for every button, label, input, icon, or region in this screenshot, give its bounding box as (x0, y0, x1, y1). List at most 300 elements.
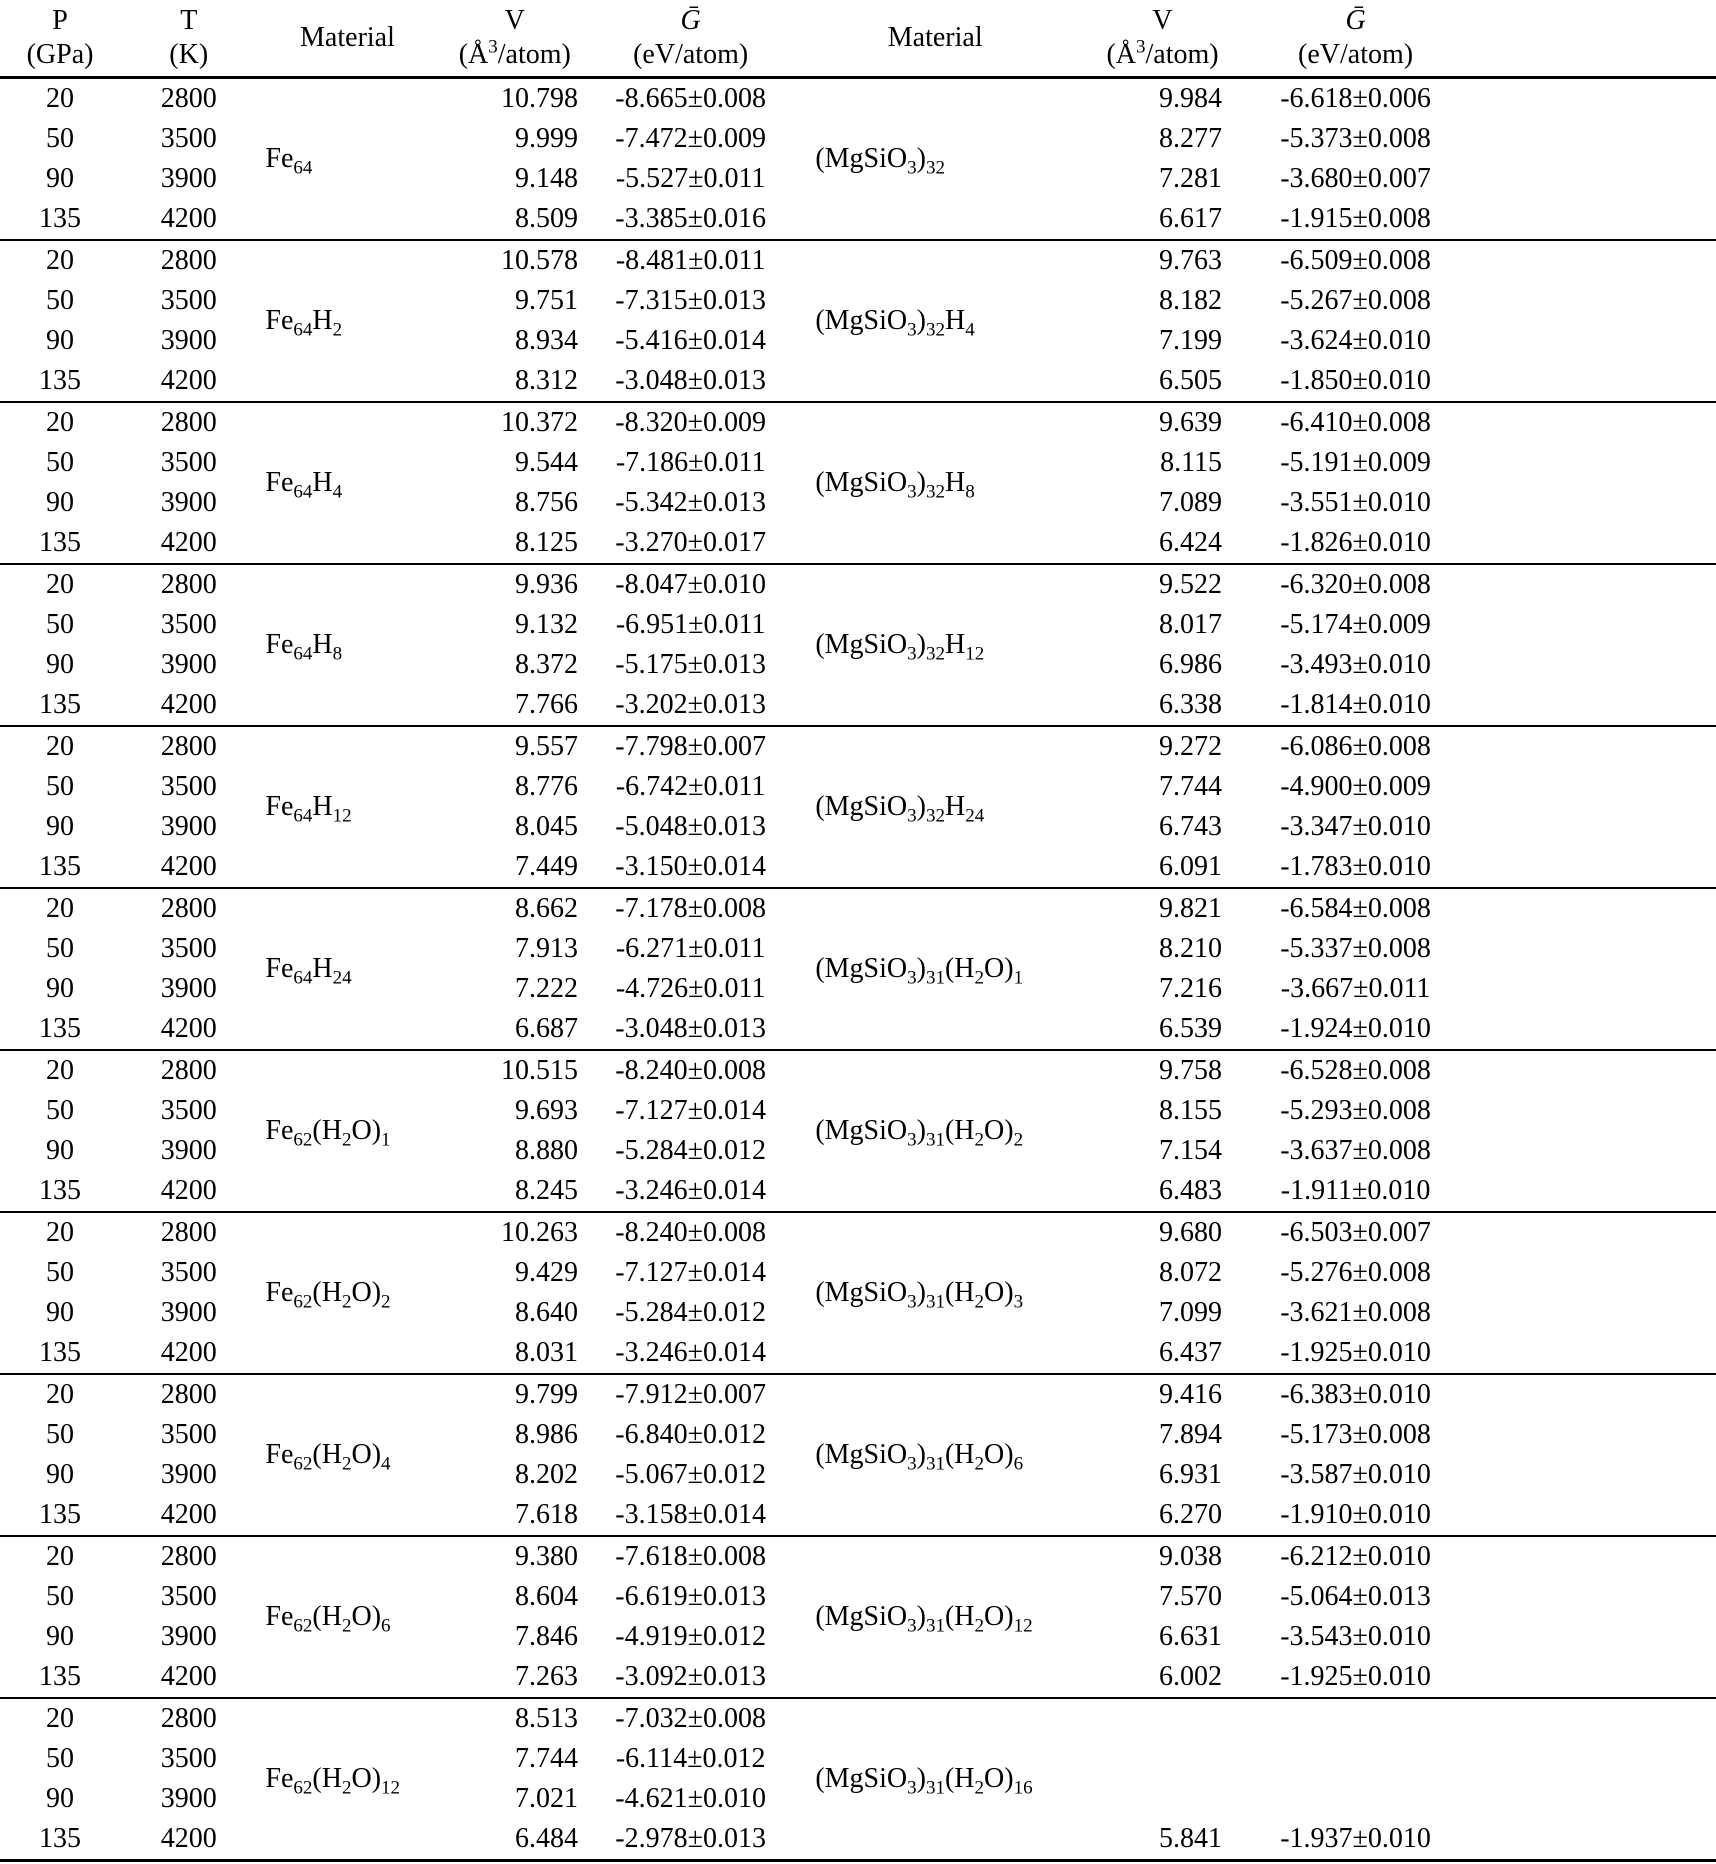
gibbs-left-value: -3.092±0.013 (615, 1661, 766, 1692)
material-left-label: $Fe_{64}H_8$ (265, 629, 343, 665)
temperature-value: 4200 (160, 1337, 217, 1368)
temperature-value: 2800 (160, 1703, 217, 1734)
material-right-label: $(MgSiO_3)_{31}(H_2O)_3$ (815, 1277, 1024, 1313)
gibbs-left-value: -5.527±0.011 (615, 163, 766, 194)
temperature-value: 4200 (160, 1661, 217, 1692)
header-pressure (0, 0, 120, 78)
volume-left-value: 9.799 (514, 1379, 578, 1410)
pressure-value: 135 (39, 527, 82, 558)
spacer-cell (1467, 1577, 1716, 1617)
gibbs-left-value: -3.048±0.013 (615, 365, 766, 396)
volume-left-value: 8.776 (514, 771, 578, 802)
header-line: (GPa) (26, 39, 94, 70)
temperature-value: 3500 (160, 609, 217, 640)
gibbs-right-value: -5.174±0.009 (1280, 609, 1431, 640)
temperature-value: 3500 (160, 1095, 217, 1126)
volume-right-value: 6.539 (1159, 1013, 1223, 1044)
spacer-cell (1467, 1819, 1716, 1861)
spacer-cell (1467, 685, 1716, 726)
header-line: Ḡ (1345, 5, 1366, 36)
gibbs-left-value: -6.742±0.011 (615, 771, 766, 802)
table-row (0, 1212, 1716, 1253)
volume-left-value: 8.986 (514, 1419, 578, 1450)
header-gibbs-right (1244, 0, 1467, 78)
pressure-value: 20 (46, 1217, 75, 1248)
material-right-label: $(MgSiO_3)_{31}(H_2O)_1$ (815, 953, 1024, 989)
table-row (0, 726, 1716, 767)
volume-left-value: 8.604 (514, 1581, 578, 1612)
gibbs-left-value: -8.047±0.010 (615, 569, 766, 600)
volume-left-value: 7.449 (514, 851, 578, 882)
volume-right-value: 6.483 (1159, 1175, 1223, 1206)
temperature-value: 2800 (160, 569, 217, 600)
table-header (0, 0, 1716, 78)
pressure-value: 135 (39, 365, 82, 396)
gibbs-right-value: -3.551±0.010 (1280, 487, 1431, 518)
temperature-value: 3900 (160, 811, 217, 842)
gibbs-right-value: -1.910±0.010 (1280, 1499, 1431, 1530)
gibbs-right-value: -6.503±0.007 (1280, 1217, 1431, 1248)
material-left-label: $Fe_{64}H_{12}$ (265, 791, 352, 827)
gibbs-left-value: -3.246±0.014 (615, 1175, 766, 1206)
gibbs-right-value: -3.587±0.010 (1280, 1459, 1431, 1490)
gibbs-left-value: -3.048±0.013 (615, 1013, 766, 1044)
pressure-value: 90 (46, 649, 75, 680)
spacer-cell (1467, 1131, 1716, 1171)
material-left-label: $Fe_{64}$ (265, 143, 313, 179)
spacer-cell (1467, 1495, 1716, 1536)
gibbs-right-value: -1.911±0.010 (1280, 1175, 1431, 1206)
gibbs-left-value: -3.385±0.016 (615, 203, 766, 234)
temperature-value: 2800 (160, 407, 217, 438)
volume-left-value: 9.132 (514, 609, 578, 640)
header-line: P (52, 5, 68, 36)
volume-right-value: 9.821 (1159, 893, 1223, 924)
temperature-value: 3500 (160, 1419, 217, 1450)
spacer-cell (1467, 929, 1716, 969)
spacer-cell (1467, 1455, 1716, 1495)
volume-right-value: 9.763 (1159, 245, 1223, 276)
gibbs-left-value: -5.342±0.013 (615, 487, 766, 518)
volume-left-value: 8.202 (514, 1459, 578, 1490)
temperature-value: 2800 (160, 245, 217, 276)
pressure-value: 135 (39, 203, 82, 234)
temperature-value: 2800 (160, 83, 217, 114)
table-body (0, 78, 1716, 1861)
gibbs-right-value: -1.924±0.010 (1280, 1013, 1431, 1044)
volume-right-value: 7.281 (1159, 163, 1223, 194)
spacer-cell (1467, 119, 1716, 159)
gibbs-right-value: -3.621±0.008 (1280, 1297, 1431, 1328)
gibbs-left-value: -5.416±0.014 (615, 325, 766, 356)
volume-left-value: 9.380 (514, 1541, 578, 1572)
gibbs-right-value: -6.509±0.008 (1280, 245, 1431, 276)
volume-right-value: 7.216 (1159, 973, 1223, 1004)
header-line: Material (300, 22, 395, 53)
gibbs-right-value: -4.900±0.009 (1280, 771, 1431, 802)
pressure-value: 90 (46, 325, 75, 356)
volume-right-value: 7.154 (1159, 1135, 1223, 1166)
pressure-value: 135 (39, 1661, 82, 1692)
volume-left-value: 7.618 (514, 1499, 578, 1530)
gibbs-right-value: -5.173±0.008 (1280, 1419, 1431, 1450)
gibbs-right-value: -3.667±0.011 (1280, 973, 1431, 1004)
material-left-label: $Fe_{62}(H_2O)_6$ (265, 1601, 391, 1637)
gibbs-left-value: -7.127±0.014 (615, 1257, 766, 1288)
volume-right-value: 9.680 (1159, 1217, 1223, 1248)
spacer-cell (1467, 1333, 1716, 1374)
pressure-value: 20 (46, 1379, 75, 1410)
material-left-label: $Fe_{64}H_4$ (265, 467, 343, 503)
spacer-cell (1467, 564, 1716, 605)
gibbs-left-value: -8.320±0.009 (615, 407, 766, 438)
pressure-value: 90 (46, 973, 75, 1004)
volume-right-value: 6.002 (1159, 1661, 1223, 1692)
volume-right-value: 8.072 (1159, 1257, 1223, 1288)
gibbs-right-value: -3.347±0.010 (1280, 811, 1431, 842)
header-line: Ḡ (680, 5, 701, 36)
gibbs-right-value: -1.850±0.010 (1280, 365, 1431, 396)
pressure-value: 135 (39, 851, 82, 882)
material-left-label: $Fe_{62}(H_2O)_1$ (265, 1115, 391, 1151)
gibbs-right-value: -1.826±0.010 (1280, 527, 1431, 558)
temperature-value: 4200 (160, 203, 217, 234)
volume-right-value: 6.931 (1159, 1459, 1223, 1490)
gibbs-right-value: -3.624±0.010 (1280, 325, 1431, 356)
pressure-value: 50 (46, 447, 75, 478)
volume-left-value: 9.544 (514, 447, 578, 478)
volume-right-value: 9.522 (1159, 569, 1223, 600)
header-volume-right (1081, 0, 1244, 78)
gibbs-right-value: -6.410±0.008 (1280, 407, 1431, 438)
volume-right-value: 6.505 (1159, 365, 1223, 396)
volume-right-value: 6.631 (1159, 1621, 1223, 1652)
volume-left-value: 8.245 (514, 1175, 578, 1206)
spacer-cell (1467, 199, 1716, 240)
volume-left-value: 7.222 (514, 973, 578, 1004)
volume-left-value: 10.515 (500, 1055, 578, 1086)
volume-left-value: 10.372 (500, 407, 578, 438)
volume-left-value: 9.936 (514, 569, 578, 600)
spacer-cell (1467, 807, 1716, 847)
pressure-value: 20 (46, 407, 75, 438)
pressure-value: 90 (46, 487, 75, 518)
material-right-label: $(MgSiO_3)_{32}H_{12}$ (815, 629, 985, 665)
pressure-value: 90 (46, 163, 75, 194)
volume-left-value: 8.513 (514, 1703, 578, 1734)
gibbs-right-value: -6.528±0.008 (1280, 1055, 1431, 1086)
volume-left-value: 10.798 (500, 83, 578, 114)
gibbs-right-value: -5.293±0.008 (1280, 1095, 1431, 1126)
volume-right-value: 9.272 (1159, 731, 1223, 762)
volume-left-value: 8.312 (514, 365, 578, 396)
header-volume-left (438, 0, 592, 78)
material-left-label: $Fe_{64}H_2$ (265, 305, 343, 341)
pressure-value: 50 (46, 1257, 75, 1288)
temperature-value: 4200 (160, 851, 217, 882)
header-line: $(Å^3/atom)$ (1106, 36, 1219, 70)
gibbs-right-value: -6.383±0.010 (1280, 1379, 1431, 1410)
temperature-value: 3500 (160, 771, 217, 802)
table-row (0, 1374, 1716, 1415)
temperature-value: 2800 (160, 1217, 217, 1248)
gibbs-left-value: -8.240±0.008 (615, 1217, 766, 1248)
gibbs-left-value: -7.178±0.008 (615, 893, 766, 924)
volume-right-value: 9.416 (1159, 1379, 1223, 1410)
spacer-cell (1467, 645, 1716, 685)
gibbs-right-value: -3.543±0.010 (1280, 1621, 1431, 1652)
header-line: (K) (169, 39, 209, 70)
gibbs-left-value: -5.067±0.012 (615, 1459, 766, 1490)
volume-right-value: 8.210 (1159, 933, 1223, 964)
material-left-label: $Fe_{62}(H_2O)_4$ (265, 1439, 391, 1475)
pressure-value: 90 (46, 1783, 75, 1814)
pressure-value: 20 (46, 1541, 75, 1572)
spacer-cell (1467, 1091, 1716, 1131)
header-line: (eV/atom) (1298, 39, 1414, 70)
spacer-cell (1467, 847, 1716, 888)
pressure-value: 50 (46, 1581, 75, 1612)
gibbs-left-value: -7.127±0.014 (615, 1095, 766, 1126)
gibbs-left-value: -7.912±0.007 (615, 1379, 766, 1410)
table-row (0, 240, 1716, 281)
gibbs-left-value: -4.621±0.010 (615, 1783, 766, 1814)
gibbs-left-value: -3.150±0.014 (615, 851, 766, 882)
volume-left-value: 8.880 (514, 1135, 578, 1166)
gibbs-left-value: -8.240±0.008 (615, 1055, 766, 1086)
gibbs-left-value: -5.284±0.012 (615, 1297, 766, 1328)
spacer-cell (1467, 1171, 1716, 1212)
header-material-right (789, 0, 1081, 78)
table-row (0, 402, 1716, 443)
gibbs-left-value: -5.284±0.012 (615, 1135, 766, 1166)
pressure-value: 90 (46, 811, 75, 842)
spacer-cell (1467, 605, 1716, 645)
temperature-value: 4200 (160, 1013, 217, 1044)
volume-left-value: 9.751 (514, 285, 578, 316)
header-spacer (1467, 0, 1716, 78)
volume-right-value: 7.199 (1159, 325, 1223, 356)
spacer-cell (1467, 969, 1716, 1009)
gibbs-left-value: -5.048±0.013 (615, 811, 766, 842)
temperature-value: 4200 (160, 1499, 217, 1530)
volume-right-value: 6.617 (1159, 203, 1223, 234)
gibbs-right-value: -5.276±0.008 (1280, 1257, 1431, 1288)
gibbs-right-value: -6.320±0.008 (1280, 569, 1431, 600)
pressure-value: 20 (46, 731, 75, 762)
volume-right-value: 9.758 (1159, 1055, 1223, 1086)
temperature-value: 3900 (160, 1135, 217, 1166)
material-right-label: $(MgSiO_3)_{32}H_4$ (815, 305, 975, 341)
volume-right-value: 9.038 (1159, 1541, 1223, 1572)
volume-left-value: 7.766 (514, 689, 578, 720)
volume-left-value: 6.484 (514, 1823, 578, 1854)
material-right-label: $(MgSiO_3)_{32}$ (815, 143, 945, 179)
gibbs-left-value: -6.840±0.012 (615, 1419, 766, 1450)
temperature-value: 3500 (160, 1257, 217, 1288)
volume-left-value: 6.687 (514, 1013, 578, 1044)
temperature-value: 3900 (160, 1459, 217, 1490)
temperature-value: 2800 (160, 1541, 217, 1572)
temperature-value: 3900 (160, 325, 217, 356)
gibbs-right-value: -1.925±0.010 (1280, 1661, 1431, 1692)
pressure-value: 90 (46, 1621, 75, 1652)
volume-right-value: 7.570 (1159, 1581, 1223, 1612)
volume-left-value: 8.372 (514, 649, 578, 680)
pressure-value: 20 (46, 245, 75, 276)
temperature-value: 3500 (160, 123, 217, 154)
temperature-value: 3900 (160, 1297, 217, 1328)
table-row (0, 78, 1716, 120)
gibbs-left-value: -3.246±0.014 (615, 1337, 766, 1368)
volume-right-value: 9.639 (1159, 407, 1223, 438)
volume-left-value: 7.913 (514, 933, 578, 964)
temperature-value: 3500 (160, 285, 217, 316)
spacer-cell (1467, 1657, 1716, 1698)
spacer-cell (1467, 1536, 1716, 1577)
table-row (0, 1050, 1716, 1091)
pressure-value: 50 (46, 1743, 75, 1774)
pressure-value: 135 (39, 1337, 82, 1368)
temperature-value: 3900 (160, 163, 217, 194)
table-row (0, 1698, 1716, 1739)
header-temperature (120, 0, 257, 78)
temperature-value: 3500 (160, 447, 217, 478)
pressure-value: 20 (46, 83, 75, 114)
gibbs-left-value: -7.315±0.013 (615, 285, 766, 316)
temperature-value: 4200 (160, 365, 217, 396)
volume-right-value: 8.182 (1159, 285, 1223, 316)
pressure-value: 135 (39, 689, 82, 720)
volume-right-value: 6.424 (1159, 527, 1223, 558)
volume-right-value: 6.091 (1159, 851, 1223, 882)
volume-right-value: 9.984 (1159, 83, 1223, 114)
temperature-value: 2800 (160, 1055, 217, 1086)
gibbs-right-value (1244, 1779, 1467, 1819)
gibbs-right-value: -6.212±0.010 (1280, 1541, 1431, 1572)
volume-right-value (1081, 1739, 1244, 1779)
header-material-left (257, 0, 437, 78)
header-line: V (504, 5, 525, 36)
volume-left-value: 7.021 (514, 1783, 578, 1814)
spacer-cell (1467, 1293, 1716, 1333)
volume-right-value: 8.017 (1159, 609, 1223, 640)
spacer-cell (1467, 240, 1716, 281)
table-row (0, 888, 1716, 929)
gibbs-right-value: -1.925±0.010 (1280, 1337, 1431, 1368)
gibbs-left-value: -3.202±0.013 (615, 689, 766, 720)
header-line: (eV/atom) (633, 39, 749, 70)
gibbs-left-value: -6.271±0.011 (615, 933, 766, 964)
spacer-cell (1467, 1617, 1716, 1657)
pressure-value: 135 (39, 1175, 82, 1206)
gibbs-left-value: -2.978±0.013 (615, 1823, 766, 1854)
volume-left-value: 9.429 (514, 1257, 578, 1288)
temperature-value: 3900 (160, 649, 217, 680)
spacer-cell (1467, 402, 1716, 443)
volume-right-value: 7.099 (1159, 1297, 1223, 1328)
gibbs-right-value: -1.937±0.010 (1280, 1823, 1431, 1854)
spacer-cell (1467, 1212, 1716, 1253)
header-line: $(Å^3/atom)$ (458, 36, 571, 70)
gibbs-left-value: -6.114±0.012 (615, 1743, 766, 1774)
gibbs-right-value: -1.783±0.010 (1280, 851, 1431, 882)
temperature-value: 3900 (160, 487, 217, 518)
spacer-cell (1467, 443, 1716, 483)
pressure-value: 20 (46, 1703, 75, 1734)
gibbs-left-value: -3.158±0.014 (615, 1499, 766, 1530)
gibbs-left-value: -4.726±0.011 (615, 973, 766, 1004)
gibbs-right-value: -5.267±0.008 (1280, 285, 1431, 316)
material-right-label: $(MgSiO_3)_{31}(H_2O)_6$ (815, 1439, 1024, 1475)
gibbs-left-value: -6.951±0.011 (615, 609, 766, 640)
gibbs-right-value: -6.584±0.008 (1280, 893, 1431, 924)
gibbs-left-value: -7.618±0.008 (615, 1541, 766, 1572)
volume-right-value: 7.894 (1159, 1419, 1223, 1450)
volume-left-value: 7.263 (514, 1661, 578, 1692)
volume-left-value: 8.045 (514, 811, 578, 842)
spacer-cell (1467, 1050, 1716, 1091)
gibbs-left-value: -4.919±0.012 (615, 1621, 766, 1652)
pressure-value: 50 (46, 1095, 75, 1126)
pressure-value: 90 (46, 1297, 75, 1328)
gibbs-left-value: -8.665±0.008 (615, 83, 766, 114)
temperature-value: 4200 (160, 1823, 217, 1854)
gibbs-right-value (1244, 1739, 1467, 1779)
volume-left-value: 9.999 (514, 123, 578, 154)
temperature-value: 2800 (160, 1379, 217, 1410)
volume-left-value: 8.756 (514, 487, 578, 518)
pressure-value: 20 (46, 569, 75, 600)
material-left-label: $Fe_{64}H_{24}$ (265, 953, 352, 989)
spacer-cell (1467, 1739, 1716, 1779)
gibbs-right-value: -3.493±0.010 (1280, 649, 1431, 680)
spacer-cell (1467, 483, 1716, 523)
volume-right-value: 6.743 (1159, 811, 1223, 842)
gibbs-right-value: -3.637±0.008 (1280, 1135, 1431, 1166)
volume-left-value: 10.263 (500, 1217, 578, 1248)
pressure-value: 90 (46, 1459, 75, 1490)
gibbs-left-value: -7.798±0.007 (615, 731, 766, 762)
material-left-label: $Fe_{62}(H_2O)_{12}$ (265, 1763, 401, 1799)
material-right-label: $(MgSiO_3)_{31}(H_2O)_{16}$ (815, 1763, 1033, 1799)
spacer-cell (1467, 1415, 1716, 1455)
gibbs-right-value (1244, 1698, 1467, 1739)
spacer-cell (1467, 1698, 1716, 1739)
pressure-value: 20 (46, 1055, 75, 1086)
spacer-cell (1467, 1253, 1716, 1293)
volume-left-value: 9.557 (514, 731, 578, 762)
volume-right-value: 8.115 (1160, 447, 1223, 478)
pressure-value: 135 (39, 1823, 82, 1854)
volume-right-value: 6.986 (1159, 649, 1223, 680)
material-right-label: $(MgSiO_3)_{31}(H_2O)_2$ (815, 1115, 1024, 1151)
gibbs-left-value: -7.472±0.009 (615, 123, 766, 154)
header-gibbs-left (592, 0, 789, 78)
volume-left-value: 7.744 (514, 1743, 578, 1774)
gibbs-right-value: -6.086±0.008 (1280, 731, 1431, 762)
gibbs-left-value: -5.175±0.013 (615, 649, 766, 680)
pressure-value: 50 (46, 123, 75, 154)
temperature-value: 3900 (160, 1783, 217, 1814)
pressure-value: 135 (39, 1013, 82, 1044)
pressure-value: 135 (39, 1499, 82, 1530)
spacer-cell (1467, 361, 1716, 402)
volume-right-value: 6.338 (1159, 689, 1223, 720)
volume-left-value: 8.031 (514, 1337, 578, 1368)
volume-left-value: 9.148 (514, 163, 578, 194)
spacer-cell (1467, 78, 1716, 120)
